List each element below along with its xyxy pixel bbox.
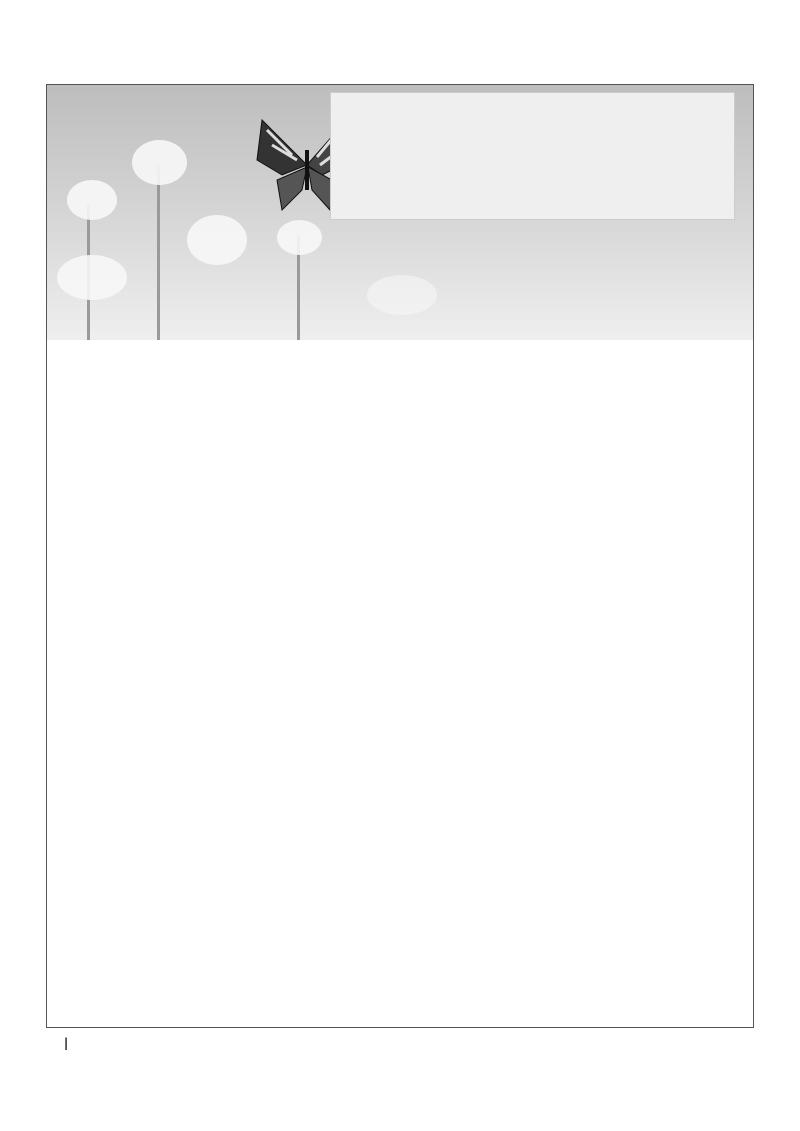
contact-panel <box>330 92 735 220</box>
hero-banner <box>47 85 753 340</box>
page-footer: | <box>63 1036 69 1050</box>
page-frame <box>46 84 754 1028</box>
